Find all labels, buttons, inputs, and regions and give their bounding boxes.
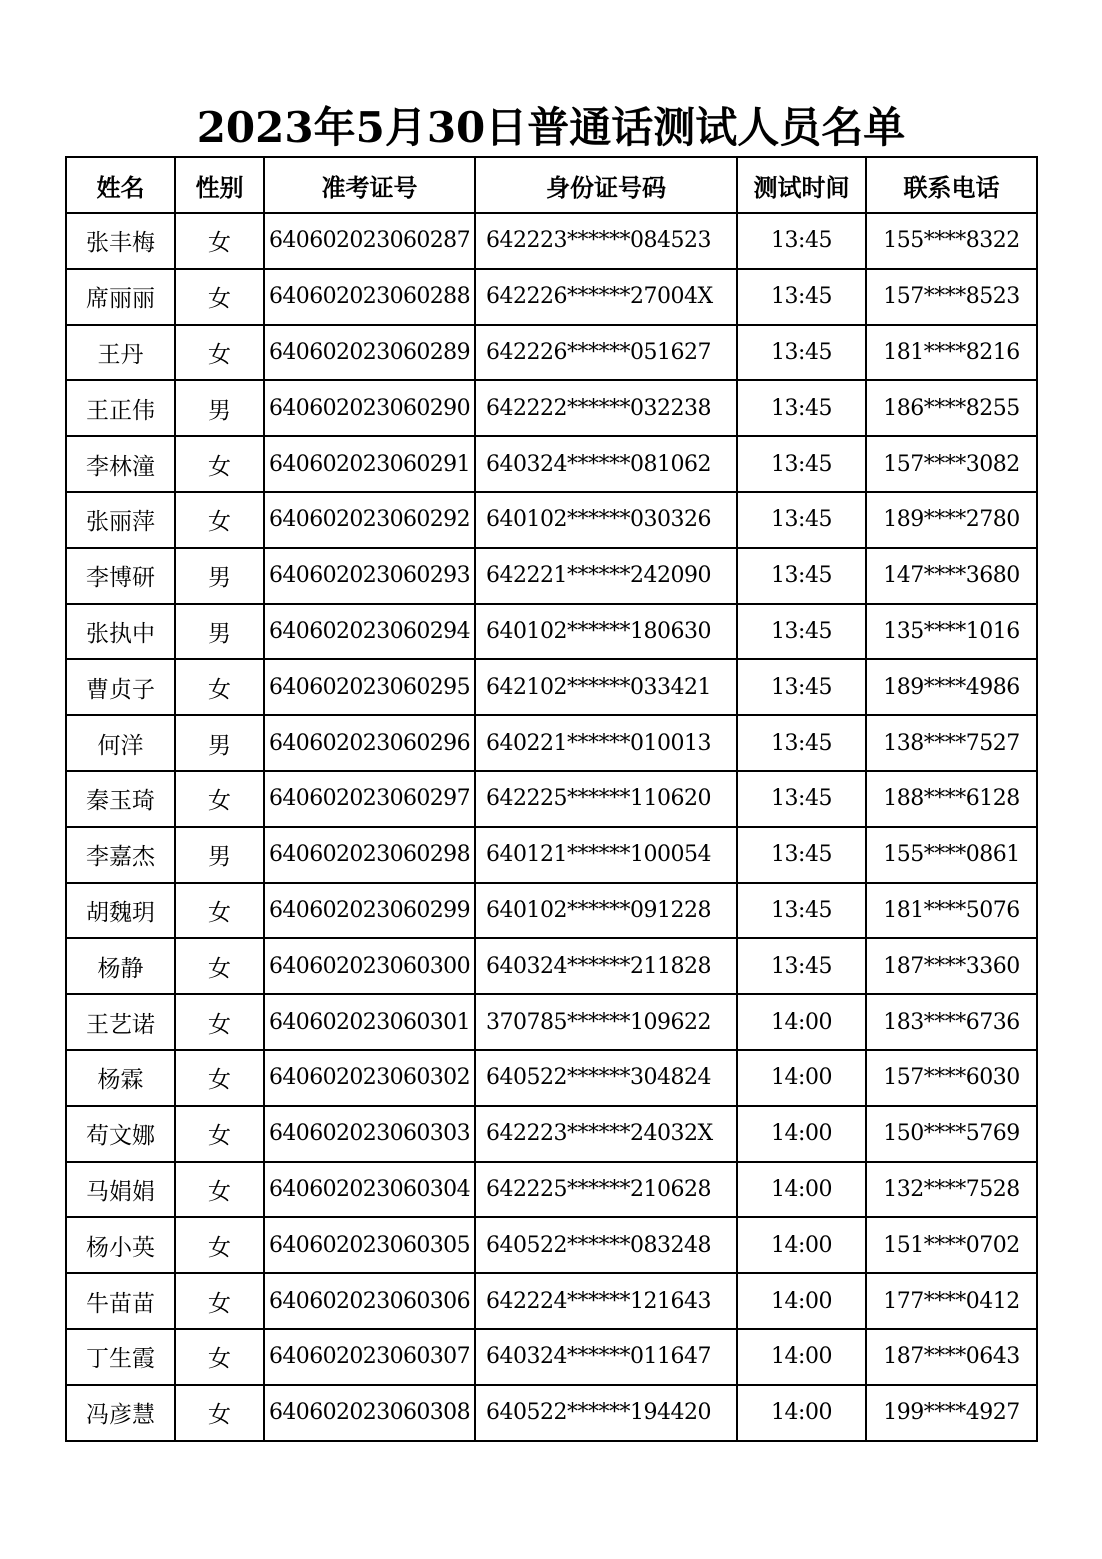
- table-row: [66, 1106, 1037, 1162]
- cell-phone: 189****2780: [866, 492, 1037, 548]
- cell-test-time: 13:45: [737, 269, 866, 325]
- cell-gender: 女: [175, 1385, 264, 1441]
- cell-phone: 151****0702: [866, 1217, 1037, 1273]
- cell-phone: 181****8216: [866, 325, 1037, 381]
- cell-gender: 男: [175, 827, 264, 883]
- cell-gender: 女: [175, 1050, 264, 1106]
- cell-phone: 157****8523: [866, 269, 1037, 325]
- cell-name: 李林潼: [66, 436, 175, 492]
- cell-id-number: 640102******030326: [475, 492, 737, 548]
- cell-exam-id: 640602023060303: [264, 1106, 475, 1162]
- table-row: [66, 659, 1037, 715]
- cell-gender: 女: [175, 213, 264, 269]
- cell-test-time: 13:45: [737, 213, 866, 269]
- cell-phone: 135****1016: [866, 604, 1037, 660]
- header-exam-id: 准考证号: [264, 157, 475, 213]
- cell-id-number: 640522******083248: [475, 1217, 737, 1273]
- cell-exam-id: 640602023060287: [264, 213, 475, 269]
- cell-gender: 男: [175, 604, 264, 660]
- cell-exam-id: 640602023060294: [264, 604, 475, 660]
- cell-id-number: 642226******27004X: [475, 269, 737, 325]
- cell-phone: 199****4927: [866, 1385, 1037, 1441]
- cell-test-time: 13:45: [737, 883, 866, 939]
- cell-phone: 155****8322: [866, 213, 1037, 269]
- cell-phone: 177****0412: [866, 1273, 1037, 1329]
- header-gender: 性别: [175, 157, 264, 213]
- cell-name: 张执中: [66, 604, 175, 660]
- cell-name: 苟文娜: [66, 1106, 175, 1162]
- cell-name: 张丰梅: [66, 213, 175, 269]
- table-row: [66, 771, 1037, 827]
- cell-exam-id: 640602023060290: [264, 380, 475, 436]
- cell-name: 张丽萍: [66, 492, 175, 548]
- cell-name: 秦玉琦: [66, 771, 175, 827]
- cell-gender: 女: [175, 1273, 264, 1329]
- cell-test-time: 13:45: [737, 715, 866, 771]
- cell-exam-id: 640602023060289: [264, 325, 475, 381]
- cell-id-number: 642223******084523: [475, 213, 737, 269]
- cell-exam-id: 640602023060295: [264, 659, 475, 715]
- table-row: [66, 1217, 1037, 1273]
- roster-table: [65, 156, 1038, 1442]
- cell-id-number: 640522******194420: [475, 1385, 737, 1441]
- cell-id-number: 642225******110620: [475, 771, 737, 827]
- table-row: [66, 325, 1037, 381]
- table-row: [66, 380, 1037, 436]
- header-test-time: 测试时间: [737, 157, 866, 213]
- header-phone: 联系电话: [866, 157, 1037, 213]
- cell-exam-id: 640602023060307: [264, 1329, 475, 1385]
- cell-test-time: 13:45: [737, 827, 866, 883]
- cell-gender: 女: [175, 771, 264, 827]
- cell-phone: 155****0861: [866, 827, 1037, 883]
- cell-phone: 187****3360: [866, 938, 1037, 994]
- cell-name: 丁生霞: [66, 1329, 175, 1385]
- cell-gender: 女: [175, 659, 264, 715]
- header-name: 姓名: [66, 157, 175, 213]
- cell-id-number: 642221******242090: [475, 548, 737, 604]
- document-title: 2023年5月30日普通话测试人员名单: [196, 103, 906, 152]
- cell-phone: 183****6736: [866, 994, 1037, 1050]
- table-row: [66, 1329, 1037, 1385]
- cell-name: 冯彦慧: [66, 1385, 175, 1441]
- cell-exam-id: 640602023060299: [264, 883, 475, 939]
- cell-id-number: 642102******033421: [475, 659, 737, 715]
- table-row: [66, 604, 1037, 660]
- cell-id-number: 370785******109622: [475, 994, 737, 1050]
- cell-test-time: 14:00: [737, 1385, 866, 1441]
- cell-test-time: 14:00: [737, 1162, 866, 1218]
- table-row: [66, 492, 1037, 548]
- cell-gender: 女: [175, 883, 264, 939]
- cell-name: 牛苗苗: [66, 1273, 175, 1329]
- cell-id-number: 640324******211828: [475, 938, 737, 994]
- table-row: [66, 994, 1037, 1050]
- cell-name: 杨静: [66, 938, 175, 994]
- cell-name: 李嘉杰: [66, 827, 175, 883]
- cell-id-number: 640102******091228: [475, 883, 737, 939]
- cell-phone: 188****6128: [866, 771, 1037, 827]
- table-row: [66, 715, 1037, 771]
- cell-test-time: 13:45: [737, 771, 866, 827]
- cell-phone: 189****4986: [866, 659, 1037, 715]
- cell-gender: 女: [175, 994, 264, 1050]
- table-row: [66, 548, 1037, 604]
- cell-gender: 女: [175, 436, 264, 492]
- cell-test-time: 13:45: [737, 659, 866, 715]
- cell-phone: 181****5076: [866, 883, 1037, 939]
- cell-exam-id: 640602023060296: [264, 715, 475, 771]
- cell-id-number: 640324******011647: [475, 1329, 737, 1385]
- table-row: [66, 436, 1037, 492]
- table-row: [66, 827, 1037, 883]
- table-row: [66, 213, 1037, 269]
- cell-test-time: 13:45: [737, 938, 866, 994]
- cell-id-number: 640324******081062: [475, 436, 737, 492]
- cell-id-number: 642226******051627: [475, 325, 737, 381]
- cell-id-number: 640522******304824: [475, 1050, 737, 1106]
- cell-name: 王正伟: [66, 380, 175, 436]
- cell-test-time: 13:45: [737, 325, 866, 381]
- cell-name: 李博研: [66, 548, 175, 604]
- cell-id-number: 640121******100054: [475, 827, 737, 883]
- cell-gender: 女: [175, 1106, 264, 1162]
- cell-exam-id: 640602023060301: [264, 994, 475, 1050]
- cell-phone: 157****6030: [866, 1050, 1037, 1106]
- cell-name: 曹贞子: [66, 659, 175, 715]
- cell-gender: 女: [175, 938, 264, 994]
- cell-test-time: 13:45: [737, 604, 866, 660]
- cell-gender: 女: [175, 1217, 264, 1273]
- cell-exam-id: 640602023060297: [264, 771, 475, 827]
- cell-gender: 女: [175, 325, 264, 381]
- cell-gender: 男: [175, 548, 264, 604]
- cell-id-number: 640102******180630: [475, 604, 737, 660]
- cell-gender: 男: [175, 715, 264, 771]
- cell-name: 杨小英: [66, 1217, 175, 1273]
- cell-test-time: 14:00: [737, 1106, 866, 1162]
- cell-test-time: 14:00: [737, 1050, 866, 1106]
- cell-test-time: 14:00: [737, 994, 866, 1050]
- cell-name: 杨霖: [66, 1050, 175, 1106]
- cell-name: 何洋: [66, 715, 175, 771]
- cell-phone: 132****7528: [866, 1162, 1037, 1218]
- table-row: [66, 1273, 1037, 1329]
- cell-exam-id: 640602023060292: [264, 492, 475, 548]
- cell-id-number: 642222******032238: [475, 380, 737, 436]
- cell-exam-id: 640602023060298: [264, 827, 475, 883]
- table-row: [66, 1162, 1037, 1218]
- cell-gender: 女: [175, 1162, 264, 1218]
- cell-test-time: 13:45: [737, 492, 866, 548]
- roster-body: [66, 213, 1037, 1441]
- table-row: [66, 883, 1037, 939]
- cell-id-number: 642223******24032X: [475, 1106, 737, 1162]
- cell-exam-id: 640602023060288: [264, 269, 475, 325]
- cell-phone: 186****8255: [866, 380, 1037, 436]
- cell-exam-id: 640602023060305: [264, 1217, 475, 1273]
- cell-phone: 150****5769: [866, 1106, 1037, 1162]
- cell-test-time: 13:45: [737, 380, 866, 436]
- cell-name: 席丽丽: [66, 269, 175, 325]
- cell-test-time: 13:45: [737, 436, 866, 492]
- cell-exam-id: 640602023060304: [264, 1162, 475, 1218]
- cell-exam-id: 640602023060291: [264, 436, 475, 492]
- cell-phone: 157****3082: [866, 436, 1037, 492]
- cell-gender: 男: [175, 380, 264, 436]
- cell-test-time: 14:00: [737, 1273, 866, 1329]
- cell-phone: 147****3680: [866, 548, 1037, 604]
- cell-test-time: 13:45: [737, 548, 866, 604]
- cell-name: 王艺诺: [66, 994, 175, 1050]
- cell-exam-id: 640602023060293: [264, 548, 475, 604]
- cell-test-time: 14:00: [737, 1329, 866, 1385]
- cell-exam-id: 640602023060300: [264, 938, 475, 994]
- table-row: [66, 269, 1037, 325]
- cell-exam-id: 640602023060306: [264, 1273, 475, 1329]
- cell-name: 马娟娟: [66, 1162, 175, 1218]
- cell-test-time: 14:00: [737, 1217, 866, 1273]
- cell-gender: 女: [175, 492, 264, 548]
- cell-id-number: 640221******010013: [475, 715, 737, 771]
- cell-phone: 138****7527: [866, 715, 1037, 771]
- table-row: [66, 938, 1037, 994]
- table-row: [66, 1385, 1037, 1441]
- table-row: [66, 1050, 1037, 1106]
- header-id-number: 身份证号码: [475, 157, 737, 213]
- header-row: [66, 157, 1037, 213]
- cell-exam-id: 640602023060308: [264, 1385, 475, 1441]
- cell-gender: 女: [175, 269, 264, 325]
- cell-name: 胡魏玥: [66, 883, 175, 939]
- cell-phone: 187****0643: [866, 1329, 1037, 1385]
- cell-id-number: 642225******210628: [475, 1162, 737, 1218]
- cell-gender: 女: [175, 1329, 264, 1385]
- cell-id-number: 642224******121643: [475, 1273, 737, 1329]
- cell-name: 王丹: [66, 325, 175, 381]
- cell-exam-id: 640602023060302: [264, 1050, 475, 1106]
